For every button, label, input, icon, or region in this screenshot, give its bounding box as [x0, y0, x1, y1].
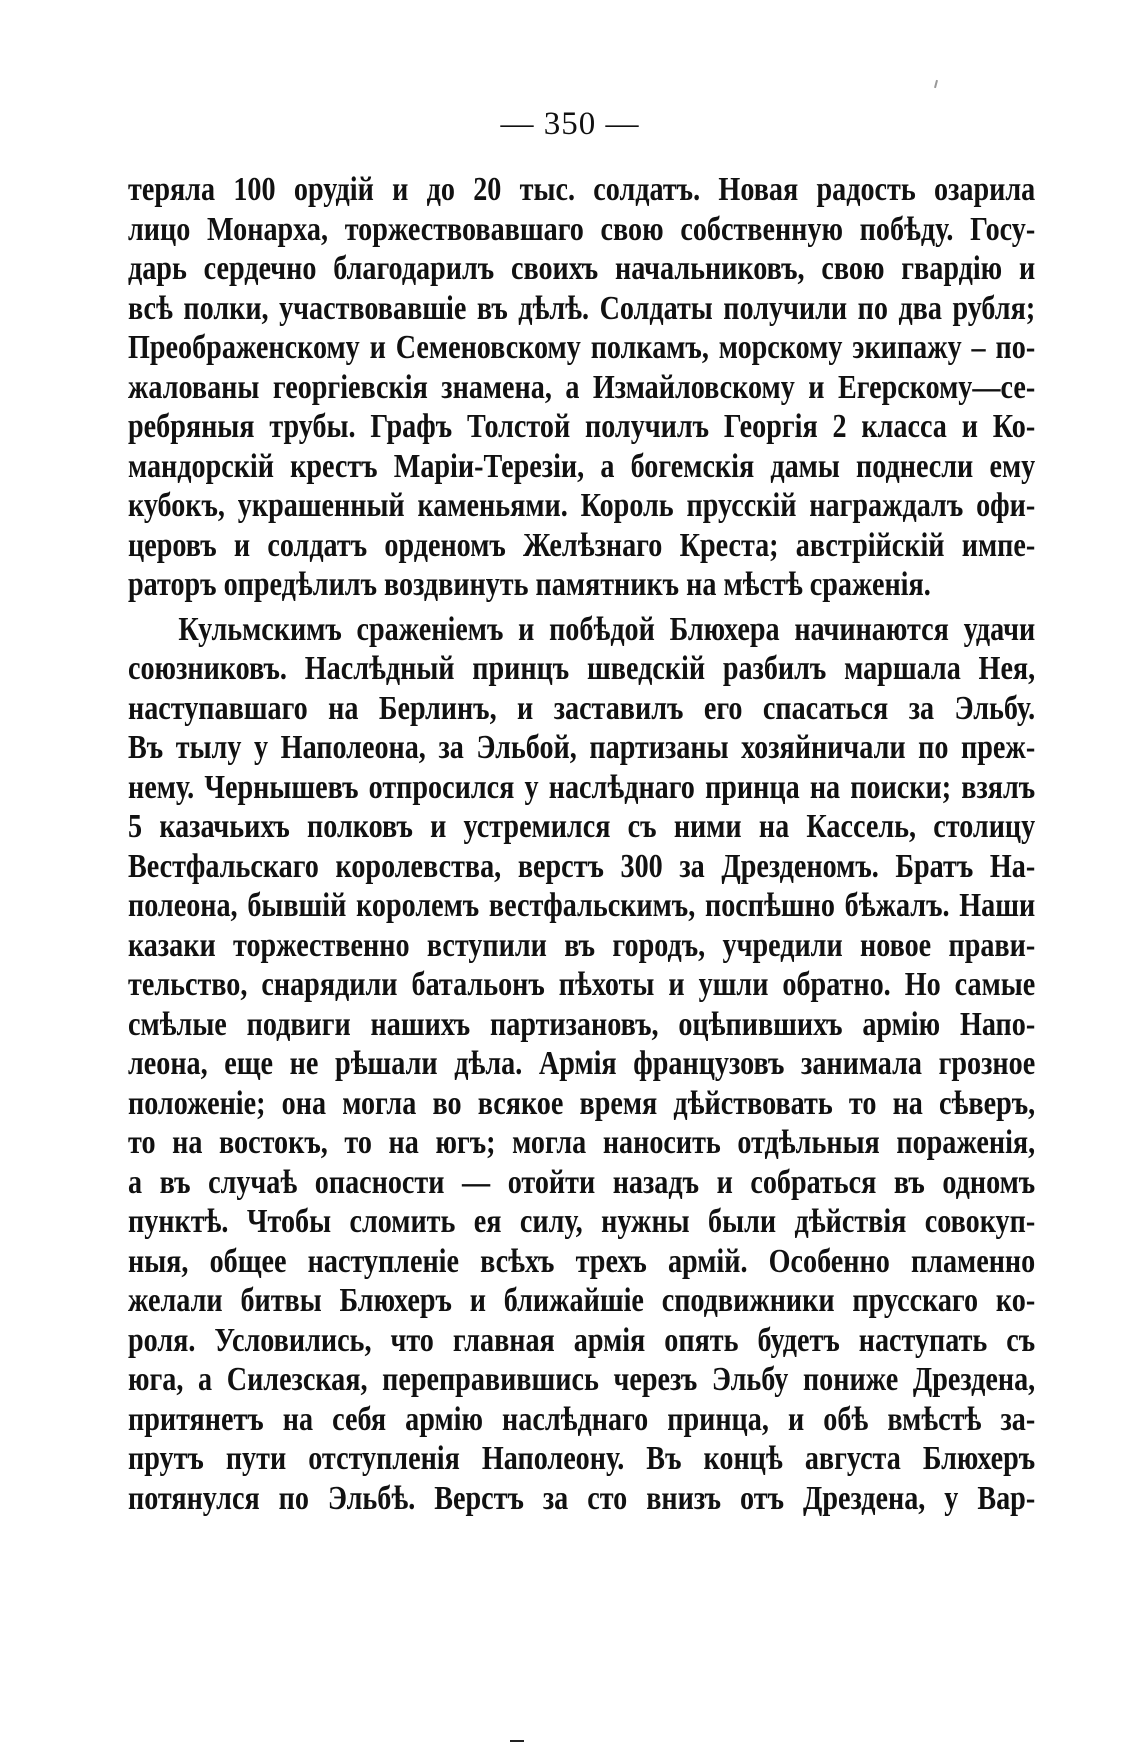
text-line: жалованы георгіевскія знамена, а Измайловскому и Егерскому—се- [128, 368, 1036, 406]
text-line: полеона, бывшій королемъ вестфальскимъ, поспѣшно бѣжалъ. Наши [128, 887, 1036, 924]
text-line: всѣ полки, участвовавшіе въ дѣлѣ. Солдаты получили по два рубля; [128, 289, 1036, 327]
text-line: смѣлые подвиги нашихъ партизановъ, оцѣпившихъ армію Напо- [128, 1005, 1036, 1043]
text-line: роля. Условились, что главная армія опять будетъ наступать съ [128, 1321, 1036, 1359]
text-line: потянулся по Эльбѣ. Верстъ за сто внизъ отъ Дрездена, у Вар- [128, 1479, 1036, 1517]
text-line: Кульмскимъ сраженіемъ и побѣдой Блюхера начинаются удачи [178, 610, 1036, 648]
text-line: ребряныя трубы. Графъ Толстой получилъ Георгія 2 класса и Ко- [128, 408, 1036, 445]
text-line: Преображенскому и Семеновскому полкамъ, морскому экипажу – по- [128, 329, 1036, 366]
text-line: ныя, общее наступленіе всѣхъ трехъ армій. Особенно пламенно [128, 1242, 1036, 1280]
text-line: раторъ опредѣлилъ воздвинуть памятникъ на мѣстѣ сраженія. [128, 566, 931, 603]
text-line: а въ случаѣ опасности — отойти назадъ и собраться въ одномъ [128, 1163, 1036, 1201]
text-line: теряла 100 орудій и до 20 тыс. солдатъ. Новая радость озарила [128, 171, 1036, 208]
text-line: тельство, снарядили батальонъ пѣхоты и ушли обратно. Но самые [128, 966, 1036, 1003]
text-line: положеніе; она могла во всякое время дѣйствовать то на сѣверъ, [128, 1084, 1036, 1122]
text-line: притянетъ на себя армію наслѣднаго принца, и обѣ вмѣстѣ за- [128, 1400, 1036, 1438]
text-line: Вестфальскаго королевства, верстъ 300 за Дрезденомъ. Братъ На- [128, 847, 1036, 885]
text-line: Въ тылу у Наполеона, за Эльбой, партизаны хозяйничали по преж- [128, 729, 1036, 766]
text-line: прутъ пути отступленія Наполеону. Въ концѣ августа Блюхеръ [128, 1440, 1036, 1477]
text-line: кубокъ, украшенный каменьями. Король прусскій награждалъ офи- [128, 487, 1036, 524]
text-line: церовъ и солдатъ орденомъ Желѣзнаго Креста; австрійскій импе- [128, 526, 1036, 564]
text-line: желали битвы Блюхеръ и ближайшіе сподвижники прусскаго ко- [128, 1282, 1036, 1319]
text-line: наступавшаго на Берлинъ, и заставилъ его спасаться за Эльбу. [128, 689, 1036, 727]
body-text [128, 170, 1035, 1518]
text-line: 5 казачьихъ полковъ и устремился съ ними на Кассель, столицу [128, 808, 1036, 845]
text-line: леона, еще не рѣшали дѣла. Армія французовъ занимала грозное [128, 1045, 1036, 1082]
footer-mark [510, 1740, 524, 1742]
text-line: юга, а Силезская, переправившись черезъ Эльбу пониже Дрездена, [128, 1361, 1036, 1398]
text-line: казаки торжественно вступили въ городъ, учредили новое прави- [128, 926, 1036, 964]
page-number: — 350 — [500, 106, 640, 142]
text-line: дарь сердечно благодарилъ своихъ начальниковъ, свою гвардію и [128, 250, 1036, 287]
text-line: союзниковъ. Наслѣдный принцъ шведскій разбилъ маршала Нея, [128, 650, 1036, 687]
text-line: лицо Монарха, торжествовавшаго свою собственную побѣду. Госу- [128, 210, 1036, 248]
text-line: нему. Чернышевъ отпросился у наслѣднаго принца на поиски; взялъ [128, 768, 1036, 806]
text-line: то на востокъ, то на югъ; могла наносить отдѣльныя пораженія, [128, 1124, 1036, 1161]
text-line: пунктѣ. Чтобы сломить ея силу, нужны были дѣйствія совокуп- [128, 1203, 1036, 1240]
text-line: мандорскій крестъ Маріи-Терезіи, а богемскія дамы поднесли ему [128, 447, 1036, 485]
page-speck [934, 80, 938, 88]
